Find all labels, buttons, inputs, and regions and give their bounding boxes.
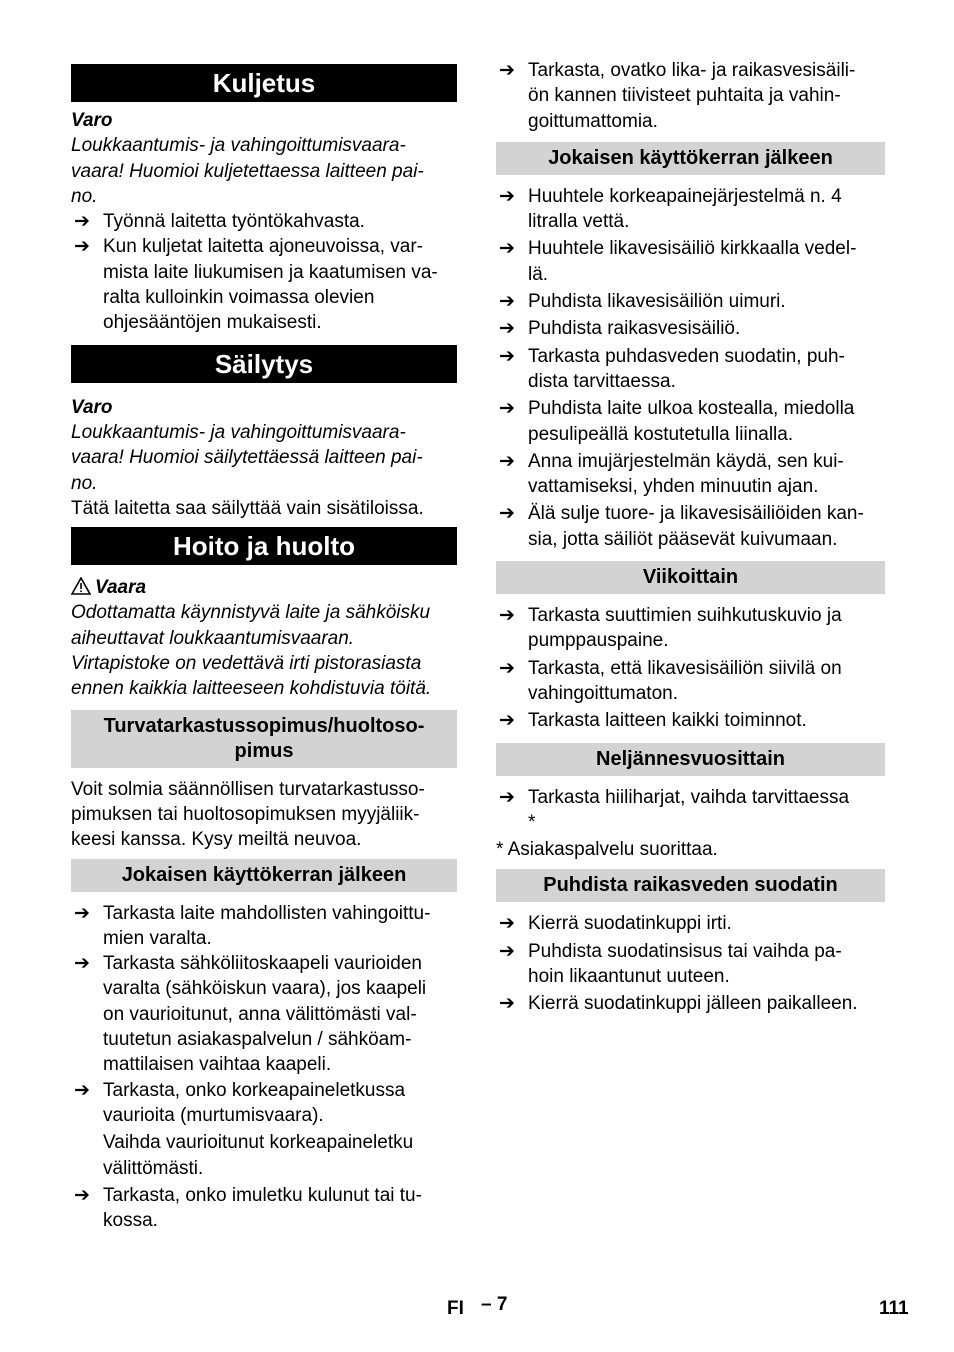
list-item: ➔ Tarkasta, ovatko lika- ja raikasvesisäili- ön kannen tiivisteet puhtaita ja vahin- goittumattomia. [499,60,856,132]
list-item: ➔ Kierrä suodatinkuppi irti. [496,911,885,936]
warning-text: Odottamatta käynnistyvä laite ja sähköisku aiheuttavat loukkaantumisvaaran. Virtapistoke on vedettävä irti pistorasiasta ennen kaikkia laitteeseen kohdistuvia töitä. [71,602,432,700]
arrow-icon: ➔ [74,1079,90,1101]
storage-text: Tätä laitetta saa säilyttää vain sisätiloissa. [71,497,424,519]
right-column [496,58,885,1017]
heading-turva: Turvatarkastussopimus/huoltoso- pimus [71,710,457,768]
list-item: ➔ Tarkasta hiiliharjat, vaihda tarvittaessa * [499,786,850,833]
arrow-icon: ➔ [74,236,90,258]
left-column [71,58,457,1233]
list-item: ➔ Tarkasta laite mahdollisten vahingoittu- mien varalta. [74,902,431,949]
arrow-icon: ➔ [74,953,90,975]
arrow-icon: ➔ [499,940,515,962]
heading-sailytys: Säilytys [71,345,457,383]
arrow-icon: ➔ [499,345,515,367]
arrow-icon: ➔ [499,450,515,472]
warning-triangle-icon [71,577,91,595]
list-item: ➔ Anna imujärjestelmän käydä, sen kui- vattamiseksi, yhden minuutin ajan. [499,450,844,498]
heading-kuljetus: Kuljetus [71,64,457,102]
list-item: ➔ Huuhtele likavesisäiliö kirkkaalla vedel- lä. [499,238,857,285]
arrow-icon: ➔ [499,657,515,679]
arrow-icon: ➔ [499,913,515,935]
heading-viikoittain: Viikoittain [496,561,885,594]
arrow-icon: ➔ [74,211,90,233]
page-number: 111 [879,1298,909,1319]
arrow-icon: ➔ [499,786,515,808]
caution-text: Loukkaantumis- ja vahingoittumisvaara- vaara! Huomioi säilytettäessä laitteen pai- no. [71,421,423,494]
arrow-icon: ➔ [499,605,515,627]
warning-label: Vaara [71,575,457,600]
arrow-icon: ➔ [499,185,515,207]
list-item: ➔ Tarkasta, että likavesisäiliön siivilä on vahingoittumaton. [499,657,842,704]
arrow-icon: ➔ [74,902,90,924]
arrow-icon: ➔ [499,318,515,340]
list-item: ➔ Kun kuljetat laitetta ajoneuvoissa, var- mista laite liukumisen ja kaatumisen va- ralta kulloinkin voimassa olevien ohjesääntöjen mukaisesti. [74,236,438,334]
arrow-icon: ➔ [499,291,515,313]
caution-label: Varo [71,110,113,131]
heading-jokaisen-2: Jokaisen käyttökerran jälkeen [496,142,885,175]
footnote: * Asiakaspalvelu suorittaa. [496,839,718,861]
arrow-icon: ➔ [499,710,515,732]
list-item: ➔ Tarkasta, onko korkeapaineletkussa vaurioita (murtumisvaara). [74,1079,406,1126]
list-item: ➔ Kierrä suodatinkuppi jälleen paikalleen. [496,991,885,1016]
footer-section: – 7 [481,1294,508,1315]
caution-text: Loukkaantumis- ja vahingoittumisvaara- vaara! Huomioi kuljetettaessa laitteen pai- no. [71,135,424,207]
list-item: ➔ Huuhtele korkeapainejärjestelmä n. 4 litralla vettä. [499,185,842,233]
caution-label: Varo [71,396,113,418]
footer-language: FI [447,1298,464,1319]
heading-neljannes: Neljännesvuosittain [496,743,885,776]
heading-jokaisen: Jokaisen käyttökerran jälkeen [71,859,457,892]
list-item: ➔ Puhdista suodatinsisus tai vaihda pa- hoin likaantunut uuteen. [499,940,842,988]
arrow-icon: ➔ [499,398,515,420]
arrow-icon: ➔ [499,60,515,81]
list-item: ➔ Työnnä laitetta työntökahvasta. [71,209,457,234]
arrow-icon: ➔ [499,503,515,525]
list-item: ➔ Puhdista laite ulkoa kostealla, miedolla pesulipeällä kostutetulla liinalla. [499,398,855,445]
list-item: ➔ Tarkasta puhdasveden suodatin, puh- dista tarvittaessa. [499,345,845,392]
list-item: ➔ Älä sulje tuore- ja likavesisäiliöiden kan- sia, jotta säiliöt pääsevät kuivumaan. [499,503,864,550]
heading-hoito: Hoito ja huolto [71,527,457,565]
list-item: ➔ Puhdista raikasvesisäiliö. [496,316,885,341]
list-item: ➔ Tarkasta suuttimien suihkutuskuvio ja pumppauspaine. [499,605,842,652]
turva-text: Voit solmia säännöllisen turvatarkastusso- pimuksen tai huoltosopimuksen myyjäliik- keesi kanssa. Kysy meiltä neuvoa. [71,778,425,851]
list-item: ➔ Tarkasta laitteen kaikki toiminnot. [496,708,885,733]
heading-suodatin: Puhdista raikasveden suodatin [496,869,885,902]
list-item: ➔ Tarkasta sähköliitoskaapeli vaurioiden varalta (sähköiskun vaara), jos kaapeli on vaurioitunut, anna välittömästi val- tuutetun asiakaspalvelun / sähköam- mattilaisen vaihtaa kaapeli. [74,953,427,1076]
arrow-icon: ➔ [499,993,515,1015]
list-item: ➔ Puhdista likavesisäiliön uimuri. [496,289,885,314]
arrow-icon: ➔ [499,238,515,260]
list-item-note: Vaihda vaurioitunut korkeapaineletku välittömästi. [103,1132,414,1179]
list-item: ➔ Tarkasta, onko imuletku kulunut tai tu- kossa. [74,1184,422,1232]
arrow-icon: ➔ [74,1184,90,1206]
